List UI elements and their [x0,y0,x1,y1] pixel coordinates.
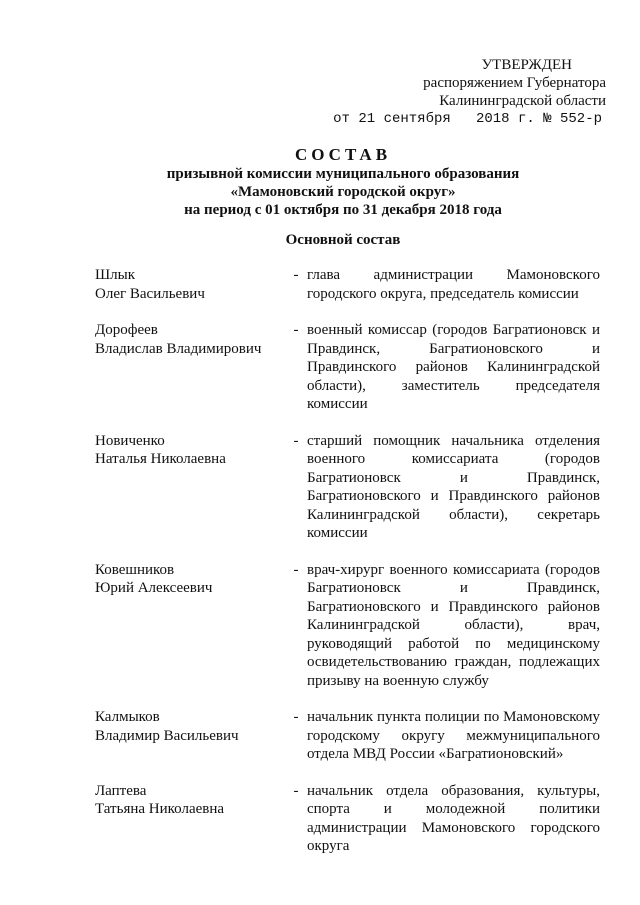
member-name [95,321,285,414]
member-surname: Шлык [95,267,135,283]
document-title: СОСТАВ [294,145,392,164]
member-given-name: Олег Васильевич [95,285,205,302]
member-name [95,782,285,856]
heading-line-1: призывной комиссии муниципального образования [166,166,520,182]
member-row [95,432,600,543]
member-surname: Новиченко [95,432,165,449]
document-heading [60,146,626,219]
member-row [95,708,600,764]
member-given-name: Татьяна Николаевна [95,801,225,817]
approval-date: от 21 сентября 2018 г. № 552-р [333,111,602,127]
member-name [95,266,285,303]
section-title: Основной состав [285,232,401,248]
member-row [95,321,600,414]
heading-line-3: на период с 01 октября по 31 декабря 2018 года [184,202,502,218]
member-dash: - [293,432,299,449]
member-given-name: Владимир Васильевич [95,727,239,744]
member-surname: Ковешников [95,561,175,578]
member-row [95,782,600,856]
member-given-name: Наталья Николаевна [95,451,226,467]
member-role: врач-хирург военного комиссариата (городов Багратионовск и Правдинск, Багратионовского и Правдинского районов Калининградской области), врач, руководящий работой по медицинскому освидетельствованию граждан, подлежащих призыву на военную службу [307,561,600,689]
member-role: начальник пункта полиции по Мамоновскому городскому округу межмуниципального отдела МВД России «Багратионовский» [307,709,600,762]
member-role: начальник отдела образования, культуры, спорта и молодежной политики администрации Мамоновского городского округа [307,782,600,854]
approval-stamp [330,56,606,128]
member-dash: - [293,322,299,338]
member-name [95,432,285,543]
member-row [95,561,600,691]
approval-line-2: Калининградской области [439,93,606,109]
member-surname: Лаптева [95,782,147,799]
member-name [95,561,285,691]
member-role: военный комиссар (городов Багратионовск и Правдинск, Багратионовского и Правдинского районов Калининградской области), заместитель председателя комиссии [307,322,600,412]
member-given-name: Владислав Владимирович [95,340,262,357]
member-role: глава администрации Мамоновского городского округа, председатель комиссии [307,267,600,302]
member-dash: - [293,782,299,799]
member-dash: - [293,267,299,283]
member-surname: Калмыков [95,709,160,725]
member-list [95,266,600,856]
heading-line-2: «Мамоновский городской округ» [230,184,456,200]
member-role: старший помощник начальника отделения военного комиссариата (городов Багратионовск и Правдинск, Багратионовского и Правдинского районов Калининградской области), секретарь комиссии [307,432,600,541]
approval-line-1: распоряжением Губернатора [423,75,606,91]
member-row [95,266,600,303]
member-dash: - [293,561,299,578]
member-dash: - [293,709,299,725]
member-name [95,708,285,764]
approval-title: УТВЕРЖДЕН [481,57,572,73]
member-surname: Дорофеев [95,322,158,338]
member-given-name: Юрий Алексеевич [95,580,213,596]
